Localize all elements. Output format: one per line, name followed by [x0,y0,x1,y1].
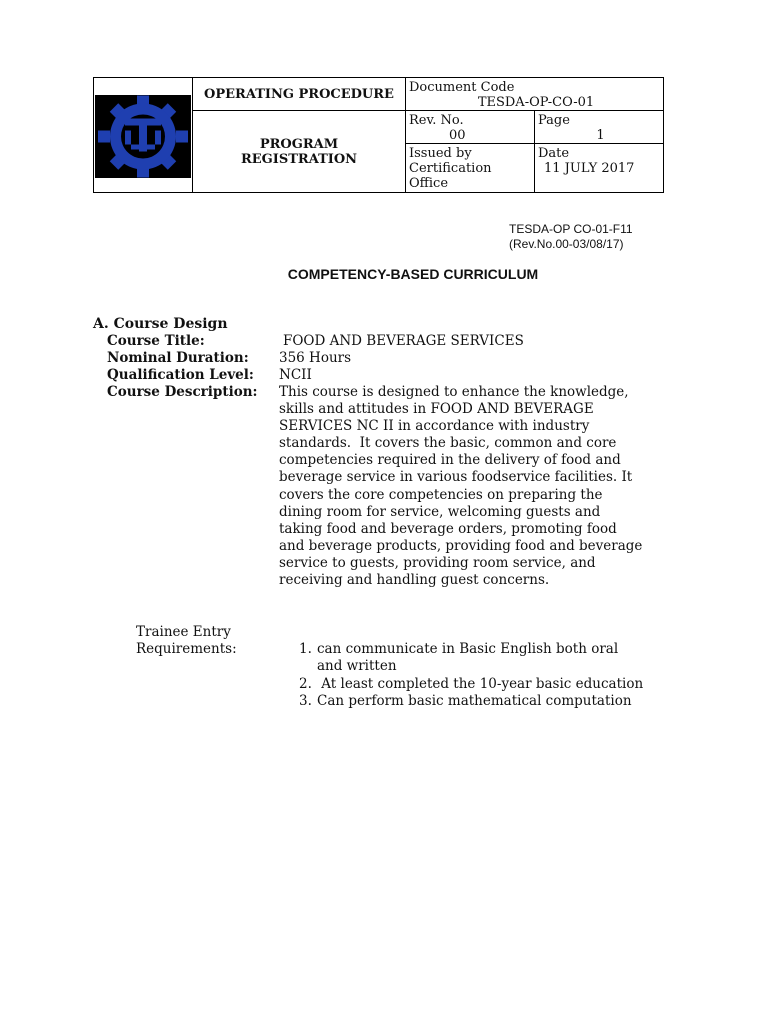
course-description-label: Course Description: [107,384,258,400]
description-line: beverage service in various foodservice facilities. It [279,469,633,486]
list-item-number: 1. [299,641,312,657]
document-code-value: TESDA-OP-CO-01 [477,95,595,110]
description-line: This course is designed to enhance the knowledge, [279,384,629,400]
document-header-table [93,77,664,193]
section-heading: A. Course Design [93,316,228,332]
form-code-line2: (Rev.No.00-03/08/17) [509,237,624,251]
list-item [291,693,691,710]
program-label: PROGRAM [259,136,339,152]
logo-cell [94,78,193,193]
description-line: skills and attitudes in FOOD AND BEVERAGE [279,401,594,418]
form-code [509,222,633,252]
operating-procedure-title: OPERATING PROCEDURE [204,86,394,102]
page-label: Page [538,113,570,128]
list-item [291,641,691,676]
issued-by-line2: Certification [409,161,492,176]
description-line: receiving and handling guest concerns. [279,572,550,589]
rev-no-label: Rev. No. [409,113,464,128]
course-title-label: Course Title: [107,333,205,349]
rev-no-cell [406,111,535,144]
trainee-entry-label: Trainee Entry [136,624,231,640]
form-code-line1: TESDA-OP CO-01-F11 [509,222,633,236]
nominal-duration-value: 356 Hours [279,350,352,366]
description-line: competencies required in the delivery of food and [279,452,621,469]
page-value: 1 [596,128,605,143]
document-code-label: Document Code [409,80,515,95]
description-line: covers the core competencies on preparing the [279,486,603,503]
page-cell [535,111,664,144]
list-item-text: Can perform basic mathematical computation [317,692,632,709]
course-title-value: FOOD AND BEVERAGE SERVICES [283,333,524,349]
description-line: taking food and beverage orders, promoting food [279,520,617,537]
list-item [291,676,691,693]
operating-procedure-cell [193,78,406,111]
description-line: and beverage products, providing food and beverage [279,537,643,554]
registration-label: REGISTRATION [240,151,358,167]
description-line: SERVICES NC II in accordance with industry [279,418,590,435]
qualification-level-label: Qualification Level: [107,367,254,383]
requirements-label: Requirements: [136,641,237,657]
rev-no-value: 00 [449,128,466,143]
list-item-number: 2. [299,675,312,692]
nominal-duration-label: Nominal Duration: [107,350,249,366]
gear-logo-icon [95,95,191,178]
date-label: Date [538,146,570,161]
document-title: COMPETENCY-BASED CURRICULUM [287,266,539,282]
description-line: standards. It covers the basic, common and core [279,435,617,452]
document-code-cell [406,78,664,111]
description-line: service to guests, providing room service, and [279,554,596,571]
issued-by-cell [406,144,535,193]
description-line: dining room for service, welcoming guests and [279,503,601,520]
list-item-number: 3. [299,692,312,709]
list-item-text-cont: and written [317,658,397,675]
list-item-text: can communicate in Basic English both oral [317,641,619,657]
qualification-level-value: NCII [279,367,312,383]
date-value: 11 JULY 2017 [544,161,635,176]
issued-by-line3: Office [409,176,449,191]
list-item-text: At least completed the 10-year basic education [317,675,644,692]
tesda-logo [95,95,191,178]
entry-requirements-list [291,641,691,710]
course-description-text [279,384,679,589]
issued-by-line1: Issued by [409,146,472,161]
program-registration-cell [193,111,406,193]
date-cell [535,144,664,193]
